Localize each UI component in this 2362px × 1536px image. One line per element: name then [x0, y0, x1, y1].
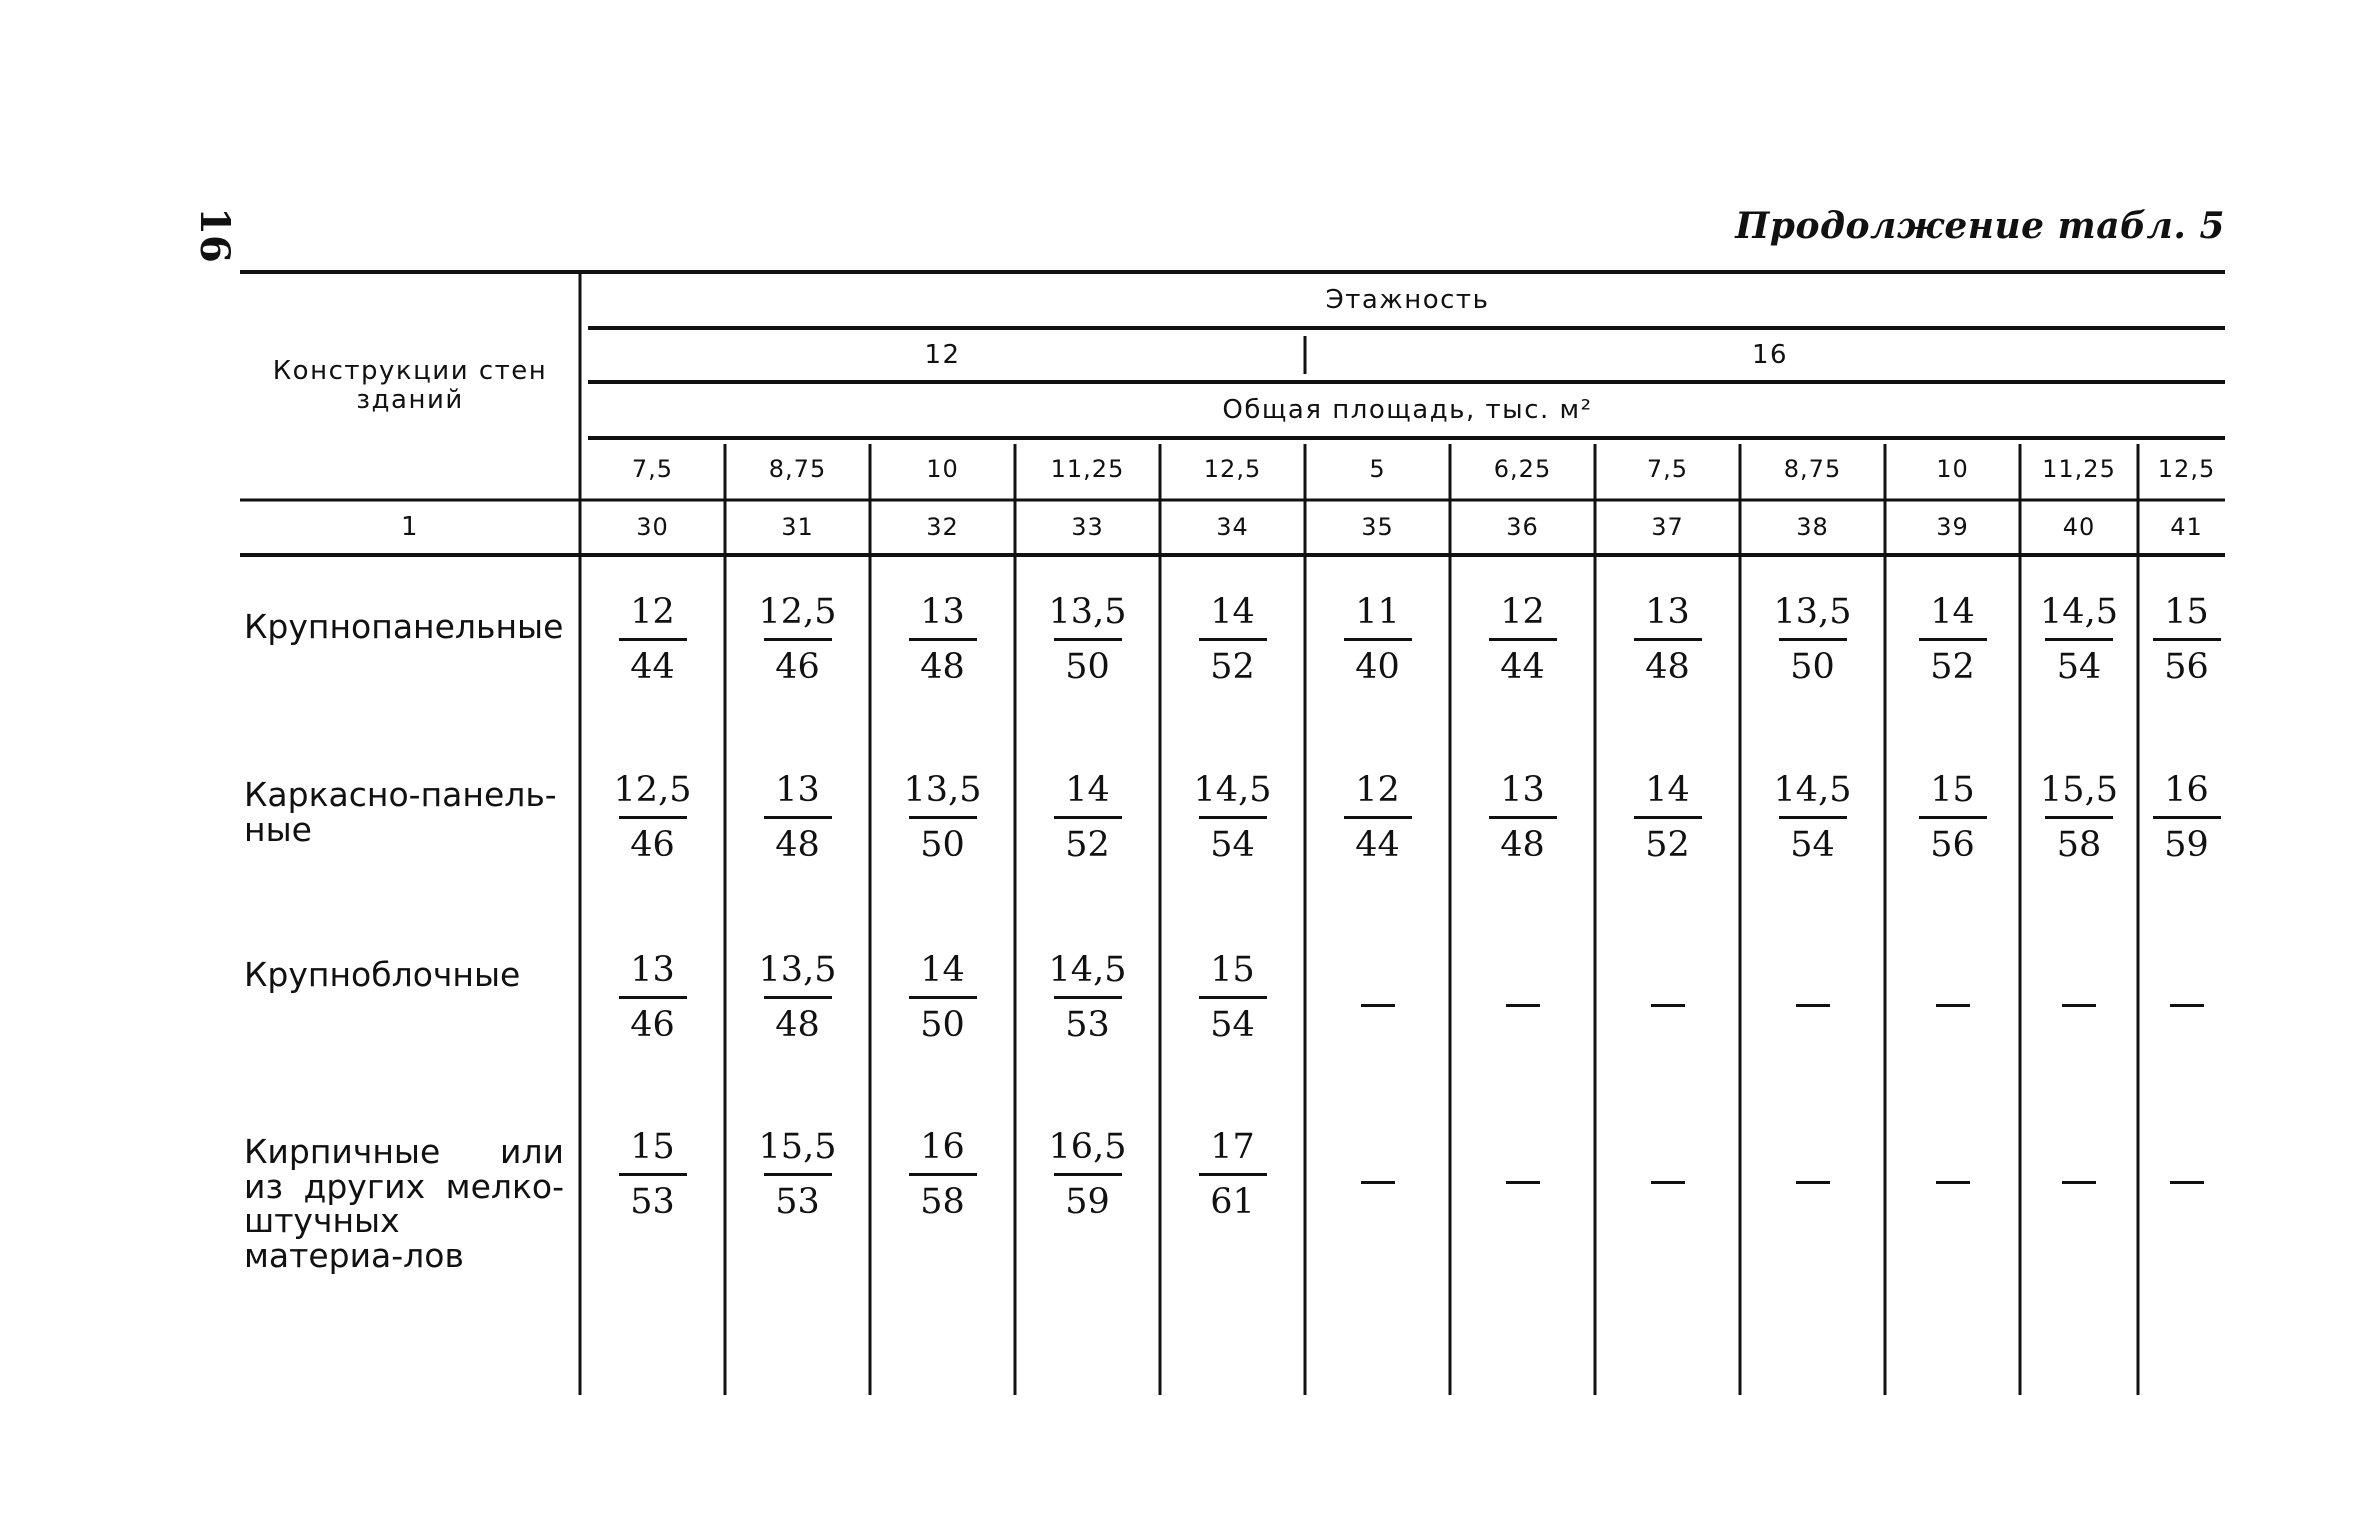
- fraction-bar: [764, 996, 832, 999]
- fraction-bar: [764, 816, 832, 819]
- empty-cell-dash: [1936, 1181, 1970, 1184]
- fraction-denominator: 44: [630, 647, 675, 687]
- fraction-bar: [619, 996, 687, 999]
- column-number: 38: [1796, 513, 1829, 542]
- fraction-denominator: 53: [1065, 1005, 1110, 1045]
- fraction-value: [748, 590, 848, 689]
- fraction-numerator: 14,5: [2040, 592, 2118, 632]
- row-label: Крупноблочные: [244, 955, 521, 994]
- fraction-denominator: 52: [1930, 647, 1975, 687]
- fraction-denominator: 54: [2056, 647, 2102, 687]
- area-value: 10: [1936, 454, 1969, 483]
- fraction-value: [1183, 768, 1283, 867]
- empty-cell-dash: [1361, 1004, 1395, 1007]
- fraction-bar: [909, 1173, 977, 1176]
- page-number: 16: [191, 207, 238, 263]
- fraction-denominator: 48: [920, 647, 965, 687]
- fraction-numerator: 12: [1355, 770, 1400, 810]
- fraction-bar: [619, 1173, 687, 1176]
- fraction-numerator: 15,5: [758, 1127, 837, 1167]
- fraction-value: [748, 948, 848, 1047]
- area-value: 8,75: [768, 454, 827, 483]
- row-label: Крупнопанельные: [244, 607, 564, 646]
- fraction-numerator: 15: [630, 1127, 675, 1167]
- fraction-bar: [2045, 638, 2113, 641]
- fraction-numerator: 14: [1645, 770, 1690, 810]
- fraction-numerator: 12,5: [613, 770, 692, 810]
- fraction-numerator: 13: [630, 950, 675, 990]
- fraction-value: [893, 590, 993, 689]
- area-value: 8,75: [1783, 454, 1842, 483]
- data-table: [240, 270, 2225, 1395]
- column-number: 39: [1936, 513, 1969, 542]
- fraction-value: [1183, 1125, 1283, 1224]
- column-number: 40: [2062, 513, 2096, 542]
- fraction-numerator: 14,5: [1773, 770, 1852, 810]
- fraction-bar: [1779, 816, 1847, 819]
- row-label: Каркасно-панель-ные: [244, 775, 557, 849]
- fraction-value: [1328, 590, 1428, 689]
- fraction-bar: [2045, 816, 2113, 819]
- fraction-bar: [619, 816, 687, 819]
- fraction-denominator: 52: [1210, 647, 1255, 687]
- row-label: Кирпичные или из других мелко-штучных материа-лов: [244, 1132, 564, 1275]
- floor-group-label: 16: [1751, 339, 1789, 370]
- fraction-bar: [1489, 816, 1557, 819]
- fraction-value: [748, 1125, 848, 1224]
- fraction-numerator: 13,5: [758, 950, 837, 990]
- floors-header: Этажность: [1325, 284, 1490, 315]
- fraction-denominator: 56: [2164, 647, 2209, 687]
- column-number: 37: [1651, 513, 1684, 542]
- fraction-bar: [1199, 816, 1267, 819]
- column-number: 41: [2170, 513, 2203, 542]
- empty-cell-dash: [2170, 1181, 2204, 1184]
- fraction-denominator: 59: [1065, 1182, 1110, 1222]
- area-value: 12,5: [2157, 454, 2216, 483]
- fraction-numerator: 17: [1210, 1127, 1255, 1167]
- fraction-value: [1183, 948, 1283, 1047]
- fraction-numerator: 13: [1500, 770, 1545, 810]
- fraction-value: [1903, 768, 2003, 867]
- fraction-value: [603, 1125, 703, 1224]
- fraction-value: [748, 768, 848, 867]
- fraction-bar: [1054, 638, 1122, 641]
- fraction-numerator: 15: [1210, 950, 1255, 990]
- fraction-denominator: 54: [1210, 825, 1255, 865]
- empty-cell-dash: [1506, 1181, 1540, 1184]
- fraction-value: [893, 1125, 993, 1224]
- fraction-denominator: 52: [1065, 825, 1110, 865]
- fraction-numerator: 14: [1210, 592, 1255, 632]
- column-number: 31: [781, 513, 814, 542]
- fraction-numerator: 13: [920, 592, 965, 632]
- fraction-value: [2029, 590, 2129, 689]
- fraction-denominator: 48: [1645, 647, 1690, 687]
- table-caption: Продолжение табл. 5: [1735, 205, 2225, 247]
- fraction-numerator: 14: [920, 950, 965, 990]
- empty-cell-dash: [2062, 1004, 2096, 1007]
- fraction-numerator: 13: [775, 770, 820, 810]
- empty-cell-dash: [1361, 1181, 1395, 1184]
- area-value: 7,5: [631, 454, 674, 483]
- fraction-numerator: 13: [1645, 592, 1690, 632]
- fraction-value: [1903, 590, 2003, 689]
- fraction-denominator: 53: [775, 1182, 820, 1222]
- fraction-bar: [1634, 816, 1702, 819]
- fraction-value: [1473, 590, 1573, 689]
- fraction-bar: [1344, 816, 1412, 819]
- stub-column-number: 1: [400, 512, 420, 543]
- fraction-bar: [1054, 816, 1122, 819]
- fraction-value: [603, 948, 703, 1047]
- column-number: 35: [1361, 513, 1394, 542]
- fraction-denominator: 52: [1645, 825, 1690, 865]
- area-value: 12,5: [1203, 454, 1262, 483]
- fraction-value: [893, 948, 993, 1047]
- fraction-value: [1038, 948, 1138, 1047]
- fraction-bar: [909, 816, 977, 819]
- empty-cell-dash: [1506, 1004, 1540, 1007]
- column-number: 36: [1506, 513, 1539, 542]
- fraction-numerator: 16,5: [1048, 1127, 1127, 1167]
- fraction-denominator: 48: [775, 1005, 820, 1045]
- fraction-bar: [1779, 638, 1847, 641]
- fraction-numerator: 12: [1500, 592, 1545, 632]
- fraction-bar: [1054, 1173, 1122, 1176]
- fraction-numerator: 12: [630, 592, 675, 632]
- fraction-bar: [1919, 638, 1987, 641]
- fraction-bar: [764, 638, 832, 641]
- area-value: 10: [926, 454, 959, 483]
- fraction-bar: [909, 996, 977, 999]
- empty-cell-dash: [1936, 1004, 1970, 1007]
- fraction-value: [603, 768, 703, 867]
- fraction-value: [1038, 1125, 1138, 1224]
- area-value: 6,25: [1493, 454, 1552, 483]
- fraction-value: [2137, 768, 2237, 867]
- stub-header: Конструкции стен зданий: [272, 356, 548, 415]
- empty-cell-dash: [1796, 1004, 1830, 1007]
- fraction-bar: [1489, 638, 1557, 641]
- fraction-bar: [1199, 638, 1267, 641]
- fraction-denominator: 59: [2164, 825, 2209, 865]
- fraction-numerator: 16: [920, 1127, 965, 1167]
- fraction-value: [1763, 768, 1863, 867]
- fraction-denominator: 54: [1790, 825, 1835, 865]
- area-value: 7,5: [1646, 454, 1689, 483]
- column-number: 30: [636, 513, 669, 542]
- fraction-numerator: 12,5: [758, 592, 837, 632]
- fraction-value: [1038, 590, 1138, 689]
- fraction-bar: [1634, 638, 1702, 641]
- fraction-bar: [619, 638, 687, 641]
- fraction-value: [1328, 768, 1428, 867]
- fraction-value: [1183, 590, 1283, 689]
- fraction-value: [603, 590, 703, 689]
- fraction-numerator: 16: [2164, 770, 2209, 810]
- fraction-numerator: 14,5: [1048, 950, 1127, 990]
- column-number: 33: [1071, 513, 1104, 542]
- empty-cell-dash: [1796, 1181, 1830, 1184]
- fraction-value: [2029, 768, 2129, 867]
- fraction-numerator: 14,5: [1193, 770, 1272, 810]
- fraction-denominator: 61: [1210, 1182, 1255, 1222]
- fraction-denominator: 44: [1355, 825, 1400, 865]
- fraction-denominator: 44: [1500, 647, 1545, 687]
- fraction-denominator: 46: [630, 1005, 675, 1045]
- column-number: 32: [926, 513, 959, 542]
- empty-cell-dash: [2170, 1004, 2204, 1007]
- fraction-value: [893, 768, 993, 867]
- fraction-denominator: 50: [920, 825, 965, 865]
- fraction-bar: [1054, 996, 1122, 999]
- fraction-numerator: 15: [2164, 592, 2209, 632]
- empty-cell-dash: [1651, 1004, 1685, 1007]
- fraction-numerator: 14: [1065, 770, 1110, 810]
- area-header: Общая площадь, тыс. м²: [1222, 394, 1593, 425]
- fraction-denominator: 53: [630, 1182, 675, 1222]
- fraction-bar: [909, 638, 977, 641]
- fraction-denominator: 50: [1790, 647, 1835, 687]
- fraction-denominator: 48: [775, 825, 820, 865]
- fraction-denominator: 40: [1355, 647, 1400, 687]
- empty-cell-dash: [2062, 1181, 2096, 1184]
- fraction-denominator: 50: [920, 1005, 965, 1045]
- fraction-value: [1763, 590, 1863, 689]
- fraction-numerator: 13,5: [1773, 592, 1852, 632]
- fraction-value: [1618, 768, 1718, 867]
- fraction-denominator: 58: [2056, 825, 2102, 865]
- fraction-numerator: 15,5: [2040, 770, 2118, 810]
- fraction-bar: [1919, 816, 1987, 819]
- fraction-value: [1038, 768, 1138, 867]
- fraction-denominator: 46: [630, 825, 675, 865]
- fraction-value: [2137, 590, 2237, 689]
- empty-cell-dash: [1651, 1181, 1685, 1184]
- fraction-bar: [2153, 816, 2221, 819]
- floor-group-label: 12: [924, 339, 961, 370]
- fraction-denominator: 58: [920, 1182, 965, 1222]
- fraction-numerator: 14: [1930, 592, 1975, 632]
- fraction-denominator: 56: [1930, 825, 1975, 865]
- area-value: 5: [1369, 454, 1386, 483]
- fraction-numerator: 15: [1930, 770, 1975, 810]
- fraction-numerator: 13,5: [1048, 592, 1127, 632]
- fraction-bar: [764, 1173, 832, 1176]
- fraction-denominator: 54: [1210, 1005, 1255, 1045]
- fraction-denominator: 48: [1500, 825, 1545, 865]
- fraction-denominator: 50: [1065, 647, 1110, 687]
- fraction-value: [1473, 768, 1573, 867]
- fraction-bar: [2153, 638, 2221, 641]
- fraction-bar: [1199, 996, 1267, 999]
- area-value: 11,25: [2042, 454, 2116, 483]
- fraction-numerator: 13,5: [903, 770, 982, 810]
- fraction-denominator: 46: [775, 647, 820, 687]
- fraction-value: [1618, 590, 1718, 689]
- area-value: 11,25: [1050, 454, 1125, 483]
- column-number: 34: [1216, 513, 1249, 542]
- fraction-bar: [1344, 638, 1412, 641]
- fraction-numerator: 11: [1355, 592, 1400, 632]
- fraction-bar: [1199, 1173, 1267, 1176]
